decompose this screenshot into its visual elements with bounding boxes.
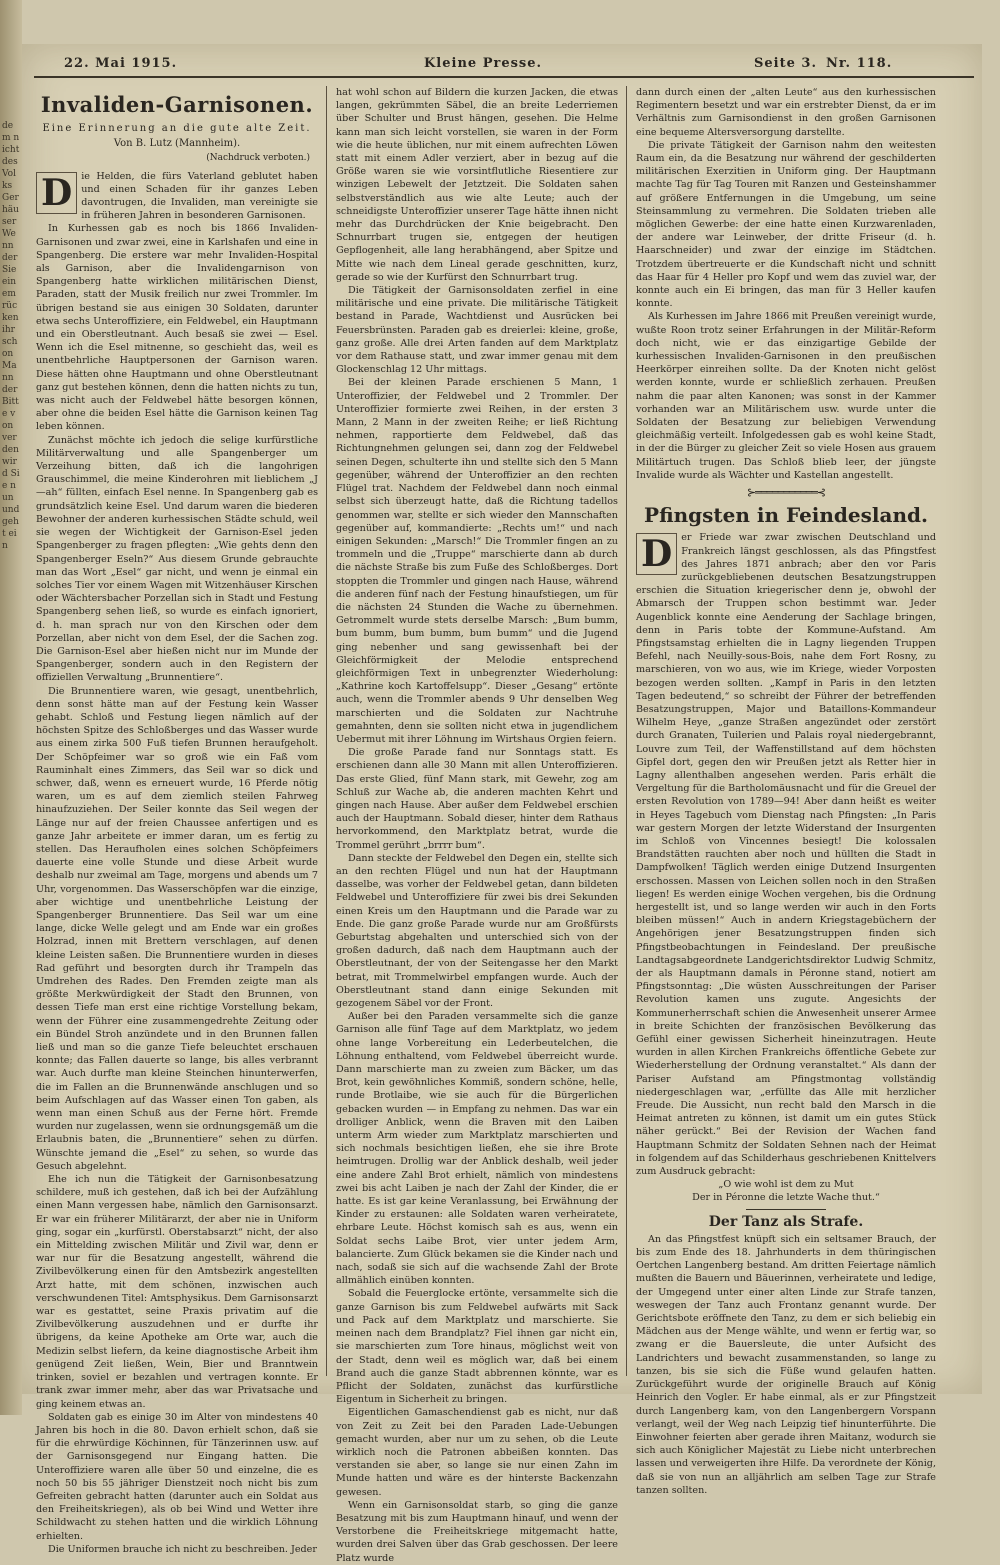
newspaper-page <box>22 44 982 1564</box>
paragraph: Die große Parade fand nur Sonntags statt. Es erschienen dann alle 30 Mann mit allen Unteroffizieren. Das erste Glied, fünf Mann stark, mit Gewehr, zog am Schluß zur Wache ab, die anderen machten Kehrt und gingen nach Hause. Aber außer dem Feldwebel erschien auch der Hauptmann. Sobald dieser, hinter dem Rathaus hervorkommend, den Marktplatz betrat, wurde die Trommel gerührt „brrrr bum“. <box>336 747 618 851</box>
column-3 <box>636 86 936 1496</box>
issue-date: 22. Mai 1915. <box>64 56 178 71</box>
paragraph: Als Kurhessen im Jahre 1866 mit Preußen vereinigt wurde, wußte Roon trotz seiner Erfahrungen in der Militär-Reform doch nicht, wie er das einzigartige Gebilde der kurhessischen Invaliden-Garnisonen in den preußischen Heerkörper einreihen sollte. Da der Knoten nicht gelöst werden konnte, wurde er schließlich zerhauen. Preußen nahm die paar alten Kanonen; was sonst in der Kammer vorhanden war an Militärischem usw. wurde unter die Soldaten der Besatzung zur beliebigen Verwendung gleichmäßig verteilt. Infolgedessen gab es wohl keine Stadt, in der die Bürger zu gleicher Zeit so viele Hosen aus grauem Militärtuch trugen. Das Schloß blieb leer, der jüngste Invalide wurde als Wächter und Kastellan angestellt. <box>636 311 936 481</box>
dropcap: D <box>36 172 77 214</box>
reprint-note: (Nachdruck verboten.) <box>206 153 310 164</box>
paragraph: Soldaten gab es einige 30 im Alter von mindestens 40 Jahren bis hoch in die 80. Davon erhielt schon, daß sie für die ehrwürdige Köchinnen, für Tänzerinnen usw. auf der Garnisonsgegend nur Eingang hatten. Die Unteroffiziere waren alle über 50 und einzelne, die es noch 50 bis 55 jähriger Dienstzeit noch nicht bis zum Gefreiten gebracht hatten (darunter auch ein Soldat aus den Freiheitskriegen), als ob bei Wind und Wetter ihre Schildwacht zu stehen hatten und die wirklich Löhnung erhielten. <box>36 1411 318 1542</box>
article-title-invaliden: Invaliden-Garnisonen. <box>40 92 314 117</box>
paragraph: Die Tätigkeit der Garnisonsoldaten zerfiel in eine militärische und eine private. Die militärische Tätigkeit bestand in Parade, Wachtdienst und Ausrücken bei Feuersbrünsten. Paraden gab es dreierlei: kleine, große, ganz große. Alle drei Arten fanden auf dem Marktplatz vor dem Rathause statt, und zwar immer genau mit dem Glockenschlag 12 Uhr mittags. <box>336 285 618 376</box>
paragraph: D er Friede war zwar zwischen Deutschland und Frankreich längst geschlossen, als das Pfingstfest des Jahres 1871 anbrach; aber den vor Paris zurückgebliebenen deutschen Besatzungstruppen erschien die Situation kriegerischer denn je, obwohl der Abmarsch der Truppen schon bestimmt war. Jeder Augenblick konnte eine Aenderung der Sachlage bringen, denn in Paris tobte der Kommune-Aufstand. Am Pfingstsamstag erhielten die in Lagny liegenden Truppen Befehl, nach Neuilly-sous-Bois, nahe dem Fort Rosny, zu marschieren, von wo aus, wie im Kriege, wieder Vorposten bezogen werden sollten. „Kampf in Paris in den letzten Tagen bedeutend,“ so schreibt der Führer der betreffenden Besatzungstruppen, Major und Bataillons-Kommandeur Wilhelm Heye, „ganze Straßen angezündet oder zerstört durch Granaten, Tuilerien und Palais royal niedergebrannt, Louvre zum Teil, der Waffenstillstand auf dem höchsten Gipfel dort, gegen den wir Preußen jetzt als Retter hier in Lagny allenthalben angesehen werden. Paris erhält die Vergeltung für die Bartholomäusnacht und für die Greuel der ersten Revolution von 1789—94! Aber dann heißt es weiter in Heyes Tagebuch vom Dienstag nach Pfingsten: „In Paris war gestern Morgen der letzte Widerstand der Insurgenten im Schloß von Vincennes besiegt! Die kolossalen Brandstätten rauchten aber noch und hüllten die Stadt in Dampfwolken! Täglich werden einige Dutzend Insurgenten erschossen. Massen von Leichen sollen noch in den Straßen liegen! Es werden einige Wochen vergehen, bis die Ordnung hergestellt ist, und so lange werden wir auch in den Forts bleiben müssen!“ Auch in andern Kriegstagebüchern der Angehörigen jener Besatzungstruppen finden sich Pfingstbeobachtungen in Feindesland. Der preußische Landtagsabgeordnete Landgerichtsdirektor Ludwig Schmitz, der als Hauptmann damals in Péronne stand, notiert am Pfingstsonntag: „Die wüsten Ausschreitungen der Pariser Revolution kamen uns zugute. Angesichts der Kommunerherrschaft schien die Anwesenheit unserer Armee in breite Schichten der französischen Bevölkerung das Gefühl einer gewissen Sicherheit hineinzutragen. Heute wurden in allen Kirchen Frankreichs öffentliche Gebete zur Wiederherstellung der Ordnung veranstaltet.“ Als dann der Pariser Aufstand am Pfingstmontag vollständig niedergeschlagen war, „erfüllte das Alle mit herzlicher Freude. Die Aussicht, nun recht bald den Marsch in die Heimat antreten zu können, ist damit um ein gutes Stück näher gerückt.“ Bei der Revision der Wachen fand Hauptmann Schmitz der Soldaten Sehnen nach der Heimat in folgendem auf das Schilderhaus geschriebenen Knittelvers zum Ausdruck gebracht: <box>636 532 936 1178</box>
poem-line: „O wie wohl ist dem zu Mut <box>718 1179 854 1191</box>
dropcap: D <box>636 533 677 575</box>
paragraph: Eigentlichen Gamaschendienst gab es nicht, nur daß von Zeit zu Zeit bei den Paraden Lade-Uebungen gemacht wurden, aber nur um zu sehen, ob die Leute wirklich noch die Patronen abbeißen konnten. Das verstanden sie aber, so lange sie nur einen Zahn im Munde hatten und wäre es der hinterste Backenzahn gewesen. <box>336 1407 618 1498</box>
paragraph: D ie Helden, die fürs Vaterland geblutet haben und einen Schaden für ihr ganzes Leben davontrugen, die Invaliden, man vereinigte sie in früheren Jahren in besonderen Garnisonen. <box>36 170 318 223</box>
article-title-tanz: Der Tanz als Strafe. <box>708 1213 864 1230</box>
spine-text: dem nicht des Volks Gerhäuser Wenn der Sie einem rücken ihr schon Mann der Bitte von verden wird Sie nun und geht ein <box>2 121 20 551</box>
paragraph: Dann steckte der Feldwebel den Degen ein, stellte sich an den rechten Flügel und nun hat der Hauptmann dasselbe, was vorher der Feldwebel getan, dann bildeten Feldwebel und Unteroffiziere für zwei bis drei Sekunden einen Kreis um den Hauptmann und die Parade war zu Ende. Die ganz große Parade wurde nur am Großfürsts Geburtstag abgehalten und unterschied sich von der großen dadurch, daß nach dem Hauptmann auch der Oberstleutnant, der von der Seitengasse her den Markt betrat, mit Trommelwirbel empfangen wurde. Auch der Oberstleutnant stand dann einige Sekunden mit gezogenem Säbel vor der Front. <box>336 852 618 1010</box>
paragraph: Wenn ein Garnisonsoldat starb, so ging die ganze Besatzung mit bis zum Hauptmann hinauf, und wenn der Verstorbene die Freiheitskriege mitgemacht hatte, wurden drei Salven über das Grab geschossen. Der leere Platz wurde <box>336 1499 618 1564</box>
article-subtitle: Eine Erinnerung an die gute alte Zeit. <box>42 123 312 134</box>
paragraph: Außer bei den Paraden versammelte sich die ganze Garnison alle fünf Tage auf dem Marktplatz, wo jedem ohne lange Vorbereitung ein Lederbeutelchen, die Löhnung enthaltend, vom Feldwebel überreicht wurde. Dann marschierte man zu zweien zum Bäcker, um das Brot, kein gewöhnliches Kommiß, sondern schöne, helle, runde Brotlaibe, wie sie auch für die Bürgerlichen gebacken wurden — in Empfang zu nehmen. Das war ein drolliger Anblick, wenn die Braven mit den Laiben unterm Arm wieder zum Marktplatz marschierten und sich nochmals besichtigen ließen, ehe sie ihre Brote heimtrugen. Drollig war der Anblick deshalb, weil jeder eine andere Zahl Brot erhielt, nämlich von mindestens zwei bis acht Laiben je nach der Zahl der Kinder, die er hatte. Es ist gar keine Veranlassung, bei Erwähnung der Kinder zu erstaunen: alle Soldaten waren verheiratete, ehrbare Leute. Höchst komisch sah es aus, wenn ein Soldat sechs Laibe Brot, vier unter jedem Arm, balancierte. Zum Glück bekamen sie die Kinder nach und nach, sodaß sie sich auf die wachsende Zahl der Brote allmählich einüben konnten. <box>336 1011 618 1287</box>
issue-number: Nr. 118. <box>826 56 893 71</box>
paragraph: Die private Tätigkeit der Garnison nahm den weitesten Raum ein, da die Besatzung nur während der geschilderten militärischen Exerzitien in Uniform ging. Der Hauptmann machte Tag für Tag Touren mit Ranzen und Gesteinshammer auf größere Entfernungen in die Umgebung, um seine Steinsammlung zu vermehren. Die Soldaten trieben alle möglichen Gewerbe: der eine hatte einen Kurzwarenladen, der andere war Leinweber, der dritte Friseur (d. h. Haarschneider) und zwar der einzige im Städtchen. Trotzdem übertreuerte er die Kundschaft nicht und schnitt das Haar für 4 Heller pro Kopf und wem das zuviel war, der konnte auch ein Ei bringen, das man für 3 Heller kaufen konnte. <box>636 139 936 310</box>
paragraph: Bei der kleinen Parade erschienen 5 Mann, 1 Unteroffizier, der Feldwebel und 2 Trommler. Der Unteroffizier formierte zwei Reihen, in der ersten 3 Mann, 2 Mann in der zweiten Reihe; er ließ Richtung nehmen, rapportierte dem Feldwebel, daß das Richtungnehmen gelungen sei, dann zog der Feldwebel seinen Degen, schulterte ihn und stellte sich den 5 Mann gegenüber, während der Unteroffizier an den rechten Flügel trat. Nachdem der Feldwebel dann noch einmal selbst sich überzeugt hatte, daß die Richtung tadellos genommen war, stellte er sich wieder den Mannschaften gegenüber auf, kommandierte: „Rechts um!“ und nach einigen Sekunden: „Marsch!“ Die Trommler fingen an zu trommeln und die „Truppe“ marschierte dann ab durch die nächste Straße bis zum Fuße des Schloßberges. Dort stoppten die Trommler und gingen nach Hause, während die anderen fünf nach der Festung hinaufstiegen, um für die nächsten 24 Stunden die Wache zu übernehmen. Getrommelt wurde stets derselbe Marsch: „Bum bumm, bum bumm, bum bumm, bum bumm“ und die Jugend ging nebenher und sang gewissenhaft bei der Gleichförmigkeit der Melodie entsprechend gleichförmigen Text in unbegrenzter Wiederholung: „Kathrine koch Kartoffelsupp“. Dieser „Gesang“ ertönte auch, wenn die Trommler abends 9 Uhr denselben Weg marschierten und die Soldaten zur Nachtruhe gemahnten, denn sie sollten nicht etwa in jugendlichem Uebermut mit ihrer Löhnung im Wirtshaus Orgien feiern. <box>336 377 618 745</box>
column-1 <box>36 86 318 1555</box>
paragraph: Zunächst möchte ich jedoch die selige kurfürstliche Militärverwaltung und alle Spangenberger um Verzeihung bitten, daß ich die langohrigen Grauschimmel, die meine Kinderohren mit lieblichem „J—ah“ füllten, einfach Esel nenne. In Spangenberg gab es grundsätzlich keine Esel. Und darum waren die biederen Bewohner der anderen kurhessischen Städte schuld, weil sie wegen der Wichtigkeit der Garnison-Esel jeden Spangenberger zu fragen pflegten: „Wie gehts denn den Spangenberger Eseln?“ Aus diesem Grunde gebrauchte man das Wort „Esel“ gar nicht, und wenn je einmal ein solches Tier vor einem Wagen mit Witzenhäuser Kirschen oder Wächtersbacher Porzellan sich in Stadt und Festung Spangenberg sehen ließ, so wurde es einfach ignoriert, d. h. man sprach nur von den Kirschen oder dem Porzellan, aber nicht von dem Esel, der die Sachen zog. Die Garnison-Esel aber hießen nicht nur im Munde der Spangenberger, sondern auch in den Registern der offiziellen Verwaltung „Brunnentiere“. <box>36 434 318 684</box>
adjacent-page-spine <box>0 0 22 1415</box>
paper-name: Kleine Presse. <box>424 56 543 71</box>
paragraph: dann durch einen der „alten Leute“ aus den kurhessischen Regimentern besetzt und war ein erstrebter Dienst, da er im Verhältnis zum Garnisondienst in den großen Garnisonen eine bequeme Altersversorgung darstellte. <box>636 87 936 138</box>
article-byline: Von B. Lutz (Mannheim). <box>113 138 241 150</box>
paragraph: Die Uniformen brauche ich nicht zu beschreiben. Jeder <box>48 1543 317 1555</box>
paragraph: hat wohl schon auf Bildern die kurzen Jacken, die etwas langen, gekrümmten Säbel, die an breite Lederriemen über Schulter und Brust hängen, gesehen. Die Helme kann man sich leicht vorstellen, sie waren in der Form wie die heute üblichen, nur mit einem aufrechten Löwen statt mit einem Adler verziert, aber in bezug auf die Größe waren sie wie vorsintflutliche Riesentiere zur winzigen Lebewelt der Jetztzeit. Die Soldaten sahen selbstverständlich aus wie alte Leute; auch der schneidigste Unteroffizier unserer Tage hätte ihnen nicht mehr das Durchdrücken der Knie beigebracht. Den Schnurrbart trugen sie, entgegen der heutigen Gepflogenheit, alle lang herabhängend, aber Spitze und Mitte wie nach dem Lineal gerade geschnitten, kurz, gerade so wie der Kurfürst den Schnurrbart trug. <box>336 87 618 283</box>
paragraph: An das Pfingstfest knüpft sich ein seltsamer Brauch, der bis zum Ende des 18. Jahrhunderts in dem thüringischen Oertchen Langenberg bestand. Am dritten Feiertage nämlich mußten die Bauern und Bäuerinnen, verheiratete und ledige, der Umgegend unter einer alten Linde zur Strafe tanzen, weswegen der Tanz auch Frontanz genannt wurde. Der Gerichtsbote eröffnete den Tanz, zu dem er sich beliebig ein Mädchen aus der Menge wählte, und wenn er fertig war, so zwang er die Bauersleute, die unter Aufsicht des Landrichters und bewacht zusammenstanden, so lange zu tanzen, bis sie sich die Füße wund gelaufen hatten. Zurückgeführt wurde der originelle Brauch auf König Heinrich den Vogler. Er habe einmal, als er zur Pfingstzeit durch Langenberg kam, von den Langenbergern Vorspann verlangt, weil der Weg nach Leipzig tief hinunterführte. Die Einwohner feierten aber gerade ihren Maitanz, wodurch sie sich auch Königlicher Majestät zu Liebe nicht unterbrechen lassen und verweigerten ihre Hilfe. Da verordnete der König, daß sie von nun an alljährlich am selben Tage zur Strafe tanzen sollten. <box>636 1233 936 1496</box>
poem-line: Der in Péronne die letzte Wache thut.“ <box>692 1192 880 1204</box>
ornamental-divider: ⊱═══════════⊰ <box>746 486 826 500</box>
short-rule <box>746 1209 826 1210</box>
page-number: Seite 3. <box>754 56 817 71</box>
masthead <box>34 52 974 78</box>
column-2 <box>336 86 618 1564</box>
paragraph: Die Brunnentiere waren, wie gesagt, unentbehrlich, denn sonst hätte man auf der Festung kein Wasser gehabt. Schloß und Festung liegen nämlich auf der höchsten Spitze des Schloßberges und das Wasser wurde aus einem zirka 500 Fuß tiefen Brunnen heraufgeholt. Der Schöpfeimer war so groß wie ein Faß vom Rauminhalt eines Zimmers, das Seil war so dick und schwer, daß, wenn es erneuert wurde, 16 Pferde nötig waren, um es auf dem ziemlich steilen Fahrweg hinaufzuziehen. Der Seiler konnte das Seil wegen der Länge nur auf der freien Chaussee anfertigen und es ganze Jahr arbeitete er immer daran, um es fertig zu stellen. Das Heraufholen eines solchen Schöpfeimers dauerte eine volle Stunde und diese Arbeit wurde deshalb nur zweimal am Tage, morgens und abends um 7 Uhr, vorgenommen. Das Wasserschöpfen war die einzige, aber wichtige und unentbehrliche Leistung der Spangenberger Brunnentiere. Das Seil war um eine lange, dicke Welle gelegt und am Ende war ein großes Holzrad, innen mit Brettern verschlagen, auf denen kleine Leisten saßen. Die Brunnentiere wurden in dieses Rad geführt und besorgten durch ihr Trampeln das Umdrehen des Rades. Den Fremden zeigte man als größte Merkwürdigkeit der Stadt den Brunnen, von dessen Tiefe man erst eine richtige Vorstellung bekam, wenn der Führer eine zusammengedrehte Zeitung oder ein Bündel Stroh anzündete und in den Brunnen fallen ließ und man so die ganze Tiefe beleuchtet erschauen konnte; das Fallen dauerte so lange, bis alles verbrannt war. Auch durfte man kleine Steinchen hinunterwerfen, die im Fallen an die Brunnenwände anschlugen und so beim Aufschlagen auf das Wasser einen Ton gaben, als wenn man einen Schuß aus der Ferne hört. Fremde wurden nur zugelassen, wenn sie ordnungsgemäß um die Erlaubnis baten, die „Brunnentiere“ sehen zu dürfen. Wünschte jemand die „Esel“ zu sehen, so wurde das Gesuch abgelehnt. <box>36 685 318 1172</box>
paragraph: Sobald die Feuerglocke ertönte, versammelte sich die ganze Garnison bis zum Feldwebel aufwärts mit Sack und Pack auf dem Marktplatz und marschierte. Sie meinen nach dem Brandplatz? Fiel ihnen gar nicht ein, sie marschierten zum Tore hinaus, möglichst weit von der Stadt, denn weil es möglich war, daß bei einem Brand auch die ganze Stadt abbrennen könnte, war es Pflicht der Soldaten, zunächst das kurfürstliche Eigentum in Sicherheit zu bringen. <box>336 1288 618 1406</box>
paragraph: Ehe ich nun die Tätigkeit der Garnisonbesatzung schildere, muß ich gestehen, daß ich bei der Aufzählung einen Mann vergessen habe, nämlich den Garnisonsarzt. Er war ein früherer Militärarzt, der aber nie in Uniform ging, sogar ein „kurfürstl. Oberstabsarzt“ nicht, der also ein Mittelding zwischen Militär und Zivil war, denn er war nur für die Besatzung angestellt, während die Zivilbevölkerung einen für den Amtsbezirk angestellten Arzt hatte, mit dem schönen, inzwischen auch verschwundenen Titel: Amtsphysikus. Dem Garnisonsarzt war es gestattet, seine Praxis privatim auf die Zivilbevölkerung auszudehnen und er durfte ihr übrigens, da keine Apotheke am Orte war, auch die Medizin selbst liefern, da keine diagnostische Arbeit ihm genügend Zeit ließen, Wein, Bier und Branntwein trinken, soviel er bezahlen und vertragen konnte. Er trank zwar immer mehr, aber das war Privatsache und ging keinem etwas an. <box>36 1174 318 1410</box>
column-divider <box>326 86 327 1376</box>
article-title-pfingsten: Pfingsten in Feindesland. <box>644 503 928 528</box>
paragraph: In Kurhessen gab es noch bis 1866 Invaliden-Garnisonen und zwar zwei, eine in Karlshafen und eine in Spangenberg. Die erstere war mehr Invaliden-Hospital als Garnison, aber die Invalidengarnison von Spangenberg hatte wirklichen militärischen Dienst, Paraden, statt der Musik freilich nur zwei Trommler. Im übrigen bestand sie aus einigen 30 Soldaten, darunter etwa sechs Unteroffiziere, ein Feldwebel, ein Hauptmann und ein Oberstleutnant. Auch besaß sie zwei — Esel. Wenn ich die Esel mitnenne, so geschieht das, weil es unentbehrliche Hauptpersonen der Garnison waren. Diese hätten ohne Hauptmann und ohne Oberstleutnant ganz gut bestehen können, denn die hatten nichts zu tun, was nicht auch der Feldwebel hätte besorgen können, aber ohne die beiden Esel hätte die Garnison keinen Tag leben können. <box>36 223 318 433</box>
column-divider <box>626 86 627 1376</box>
